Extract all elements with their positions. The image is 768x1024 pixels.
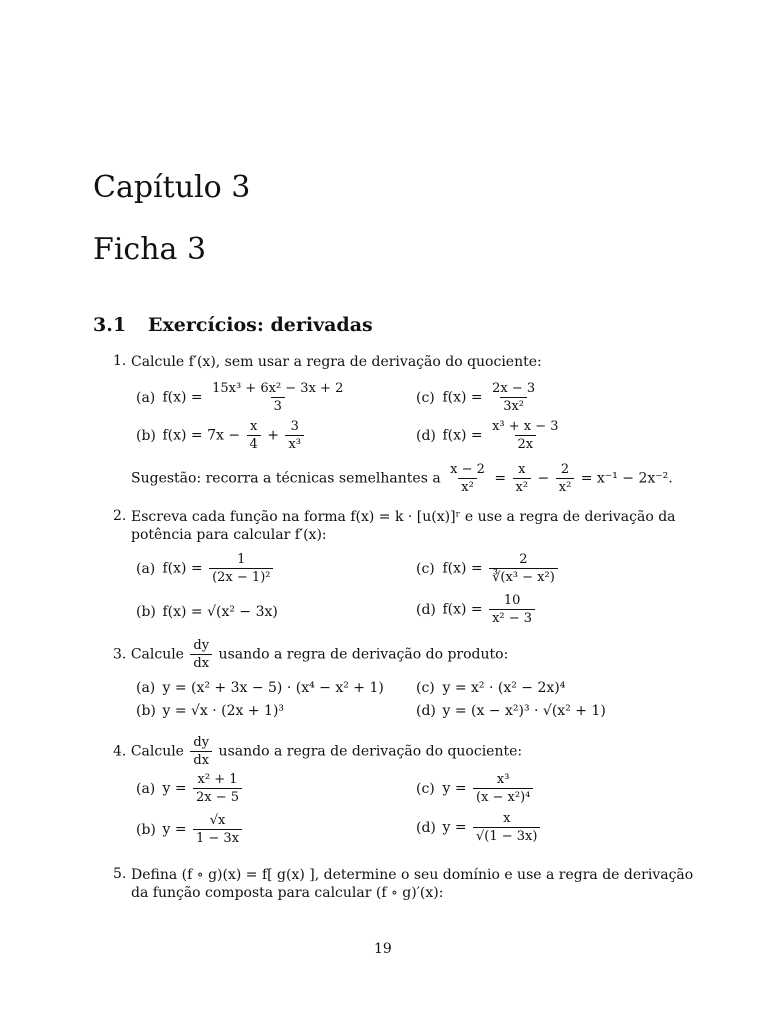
denominator: 4 [247, 435, 261, 452]
numerator: x [250, 419, 258, 434]
item-label: (a) [136, 680, 156, 696]
exercise-item [136, 680, 384, 696]
denominator: x² [513, 478, 532, 495]
numerator: x³ [496, 772, 510, 787]
numerator: x − 2 [450, 462, 485, 477]
item-label: (c) [416, 780, 435, 797]
exercise-number: 2. [113, 508, 127, 524]
exercise-item [416, 680, 565, 696]
exercise-item [136, 419, 306, 452]
math-expression: f(x) = [442, 601, 483, 618]
exercise-item [136, 381, 348, 414]
math-operator: + [267, 427, 279, 444]
exercise-text: usando a regra de derivação do quociente: [218, 743, 523, 760]
numerator: 15x³ + 6x² − 3x + 2 [212, 381, 344, 396]
exercise-item [416, 772, 535, 805]
derivative-fraction [190, 638, 212, 671]
denominator: x² − 3 [489, 609, 535, 626]
hint-text: Sugestão: recorra a técnicas semelhantes a [131, 470, 441, 487]
item-label: (c) [416, 680, 435, 696]
numerator: x [503, 811, 511, 826]
exercise-header [113, 735, 522, 768]
exercise-item [416, 593, 537, 626]
numerator: dy [193, 735, 210, 750]
exercise-text: Defina (f ∘ g)(x) = f[ g(x) ], determine o seu domínio e use a regra de derivação [131, 867, 694, 883]
item-label: (a) [136, 389, 156, 406]
math-expression: y = √x · (2x + 1)³ [162, 703, 285, 719]
numerator: 2 [519, 552, 528, 567]
fraction [489, 381, 538, 414]
fraction [556, 462, 575, 495]
fraction [193, 813, 242, 846]
math-expression: f(x) = [442, 560, 483, 577]
denominator: x² [556, 478, 575, 495]
exercise-item [416, 381, 540, 414]
fraction [489, 419, 561, 452]
numerator: dy [193, 638, 210, 653]
exercise-item [416, 419, 564, 452]
numerator: x³ + x − 3 [492, 419, 559, 434]
denominator: x² [458, 478, 477, 495]
math-expression: y = (x² + 3x − 5) · (x⁴ − x² + 1) [162, 680, 384, 696]
item-label: (b) [136, 703, 156, 719]
item-label: (b) [136, 604, 156, 620]
numerator: 10 [503, 593, 521, 608]
fraction [209, 381, 346, 414]
exercise-header [113, 638, 508, 671]
fraction [489, 593, 535, 626]
exercise-text: Calcule [130, 646, 184, 663]
exercise-item [136, 813, 244, 846]
ficha-title: Ficha 3 [93, 232, 207, 267]
denominator: dx [190, 654, 212, 671]
exercise-item [416, 703, 606, 719]
fraction [489, 552, 558, 585]
denominator: 3 [271, 397, 285, 414]
chapter-title: Capítulo 3 [93, 170, 251, 205]
math-expression: f(x) = [162, 389, 203, 406]
denominator: (2x − 1)² [209, 568, 273, 585]
fraction [473, 772, 533, 805]
fraction [513, 462, 532, 495]
denominator: 1 − 3x [193, 829, 242, 846]
section-number: 3.1 [93, 314, 127, 336]
exercise-text: Calcule f′(x), sem usar a regra de derivação do quociente: [131, 354, 542, 370]
exercise-number: 1. [113, 353, 127, 369]
item-label: (a) [136, 560, 156, 577]
exercise-item [416, 811, 542, 844]
fraction [247, 419, 261, 452]
numerator: x [518, 462, 526, 477]
denominator: 2x [515, 435, 537, 452]
exercise-number: 4. [113, 743, 127, 760]
math-expression: y = [442, 819, 467, 836]
math-expression: f(x) = √(x² − 3x) [162, 604, 278, 620]
exercise-number: 5. [113, 866, 127, 882]
fraction [209, 552, 273, 585]
exercise-item [136, 703, 284, 719]
exercise-item [136, 772, 244, 805]
math-expression: f(x) = [442, 389, 483, 406]
numerator: 2x − 3 [492, 381, 536, 396]
item-label: (d) [416, 819, 436, 836]
item-label: (a) [136, 780, 156, 797]
numerator: 3 [290, 419, 299, 434]
page-number: 19 [374, 941, 392, 957]
denominator: √(1 − 3x) [473, 827, 540, 844]
math-expression: y = (x − x²)³ · √(x² + 1) [442, 703, 606, 719]
denominator: (x − x²)⁴ [473, 788, 533, 805]
fraction [285, 419, 304, 452]
numerator: √x [209, 813, 226, 828]
item-label: (d) [416, 427, 436, 444]
exercise-number: 3. [113, 646, 127, 663]
item-label: (c) [416, 560, 435, 577]
derivative-fraction [190, 735, 212, 768]
denominator: 2x − 5 [193, 788, 242, 805]
hint-line [131, 462, 673, 495]
numerator: 2 [560, 462, 570, 477]
math-operator: − [537, 470, 550, 487]
denominator: ∛(x³ − x²) [489, 568, 558, 585]
exercise-text: potência para calcular f′(x): [131, 527, 327, 543]
math-expression: = x⁻¹ − 2x⁻². [580, 470, 673, 487]
math-expression: y = [442, 780, 467, 797]
section-title: Exercícios: derivadas [148, 314, 373, 336]
item-label: (c) [416, 389, 435, 406]
exercise-item [416, 552, 560, 585]
exercise-text: usando a regra de derivação do produto: [218, 646, 509, 663]
math-expression: y = [162, 780, 187, 797]
denominator: 3x² [500, 397, 527, 414]
math-expression: f(x) = [162, 560, 203, 577]
denominator: x³ [285, 435, 304, 452]
exercise-item [136, 604, 278, 620]
math-expression: f(x) = [442, 427, 483, 444]
exercise-item [136, 552, 275, 585]
exercise-text: Escreva cada função na forma f(x) = k · [u(x)]ʳ e use a regra de derivação da [131, 509, 676, 525]
fraction [447, 462, 488, 495]
item-label: (d) [416, 703, 436, 719]
numerator: x² + 1 [197, 772, 238, 787]
math-expression: y = [162, 821, 187, 838]
item-label: (b) [136, 821, 156, 838]
fraction [193, 772, 242, 805]
denominator: dx [190, 751, 212, 768]
item-label: (b) [136, 427, 156, 444]
exercise-text: da função composta para calcular (f ∘ g)′(x): [131, 885, 444, 901]
numerator: 1 [237, 552, 246, 567]
math-expression: f(x) = 7x − [162, 427, 241, 444]
exercise-text: Calcule [130, 743, 184, 760]
item-label: (d) [416, 601, 436, 618]
math-operator: = [494, 470, 507, 487]
fraction [473, 811, 540, 844]
math-expression: y = x² · (x² − 2x)⁴ [442, 680, 566, 696]
